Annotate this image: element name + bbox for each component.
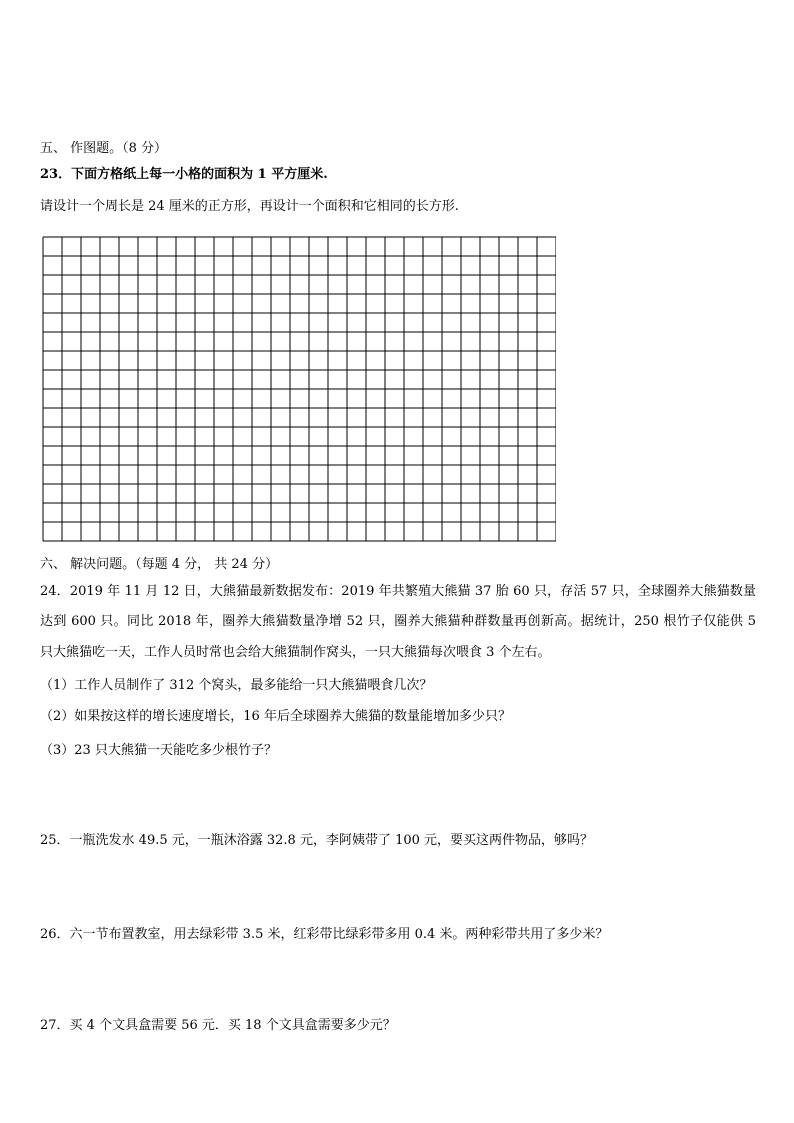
section-6-heading: 六、 解决问题。（每题 4 分， 共 24 分） (40, 557, 279, 572)
question-26: 26．六一节布置教室，用去绿彩带 3.5 米，红彩带比绿彩带多用 0.4 米。两种彩带共用了多少米？ (40, 927, 609, 942)
section-5-heading: 五、 作图题。（8 分） (40, 141, 168, 156)
question-24-stem-line-2: 达到 600 只。同比 2018 年，圈养大熊猫数量净增 52 只，圈养大熊猫种群数量再创新高。据统计，250 根竹子仅能供 5 (40, 614, 756, 629)
question-24-stem-line-3: 只大熊猫吃一天，工作人员时常也会给大熊猫制作窝头，一只大熊猫每次喂食 3 个左右。 (40, 645, 551, 660)
question-24-sub-3: （3）23 只大熊猫一天能吃多少根竹子？ (40, 743, 277, 758)
question-24-stem-line-1: 24．2019 年 11 月 12 日，大熊猫最新数据发布：2019 年共繁殖大熊猫 37 胎 60 只，存活 57 只，全球圈养大熊猫数量 (40, 584, 756, 599)
question-24-sub-2: （2）如果按这样的增长速度增长，16 年后全球圈养大熊猫的数量能增加多少只？ (40, 709, 511, 724)
square-grid-paper (42, 236, 556, 542)
question-25: 25．一瓶洗发水 49.5 元，一瓶沐浴露 32.8 元，李阿姨带了 100 元，要买这两件物品，够吗？ (40, 833, 594, 848)
question-24-sub-1: （1）工作人员制作了 312 个窝头，最多能给一只大熊猫喂食几次？ (40, 678, 433, 693)
question-23-line-2: 请设计一个周长是 24 厘米的正方形，再设计一个面积和它相同的长方形. (40, 199, 459, 214)
question-23-line-1: 23．下面方格纸上每一小格的面积为 1 平方厘米. (40, 167, 328, 182)
question-27: 27．买 4 个文具盒需要 56 元．买 18 个文具盒需要多少元？ (40, 1018, 396, 1033)
